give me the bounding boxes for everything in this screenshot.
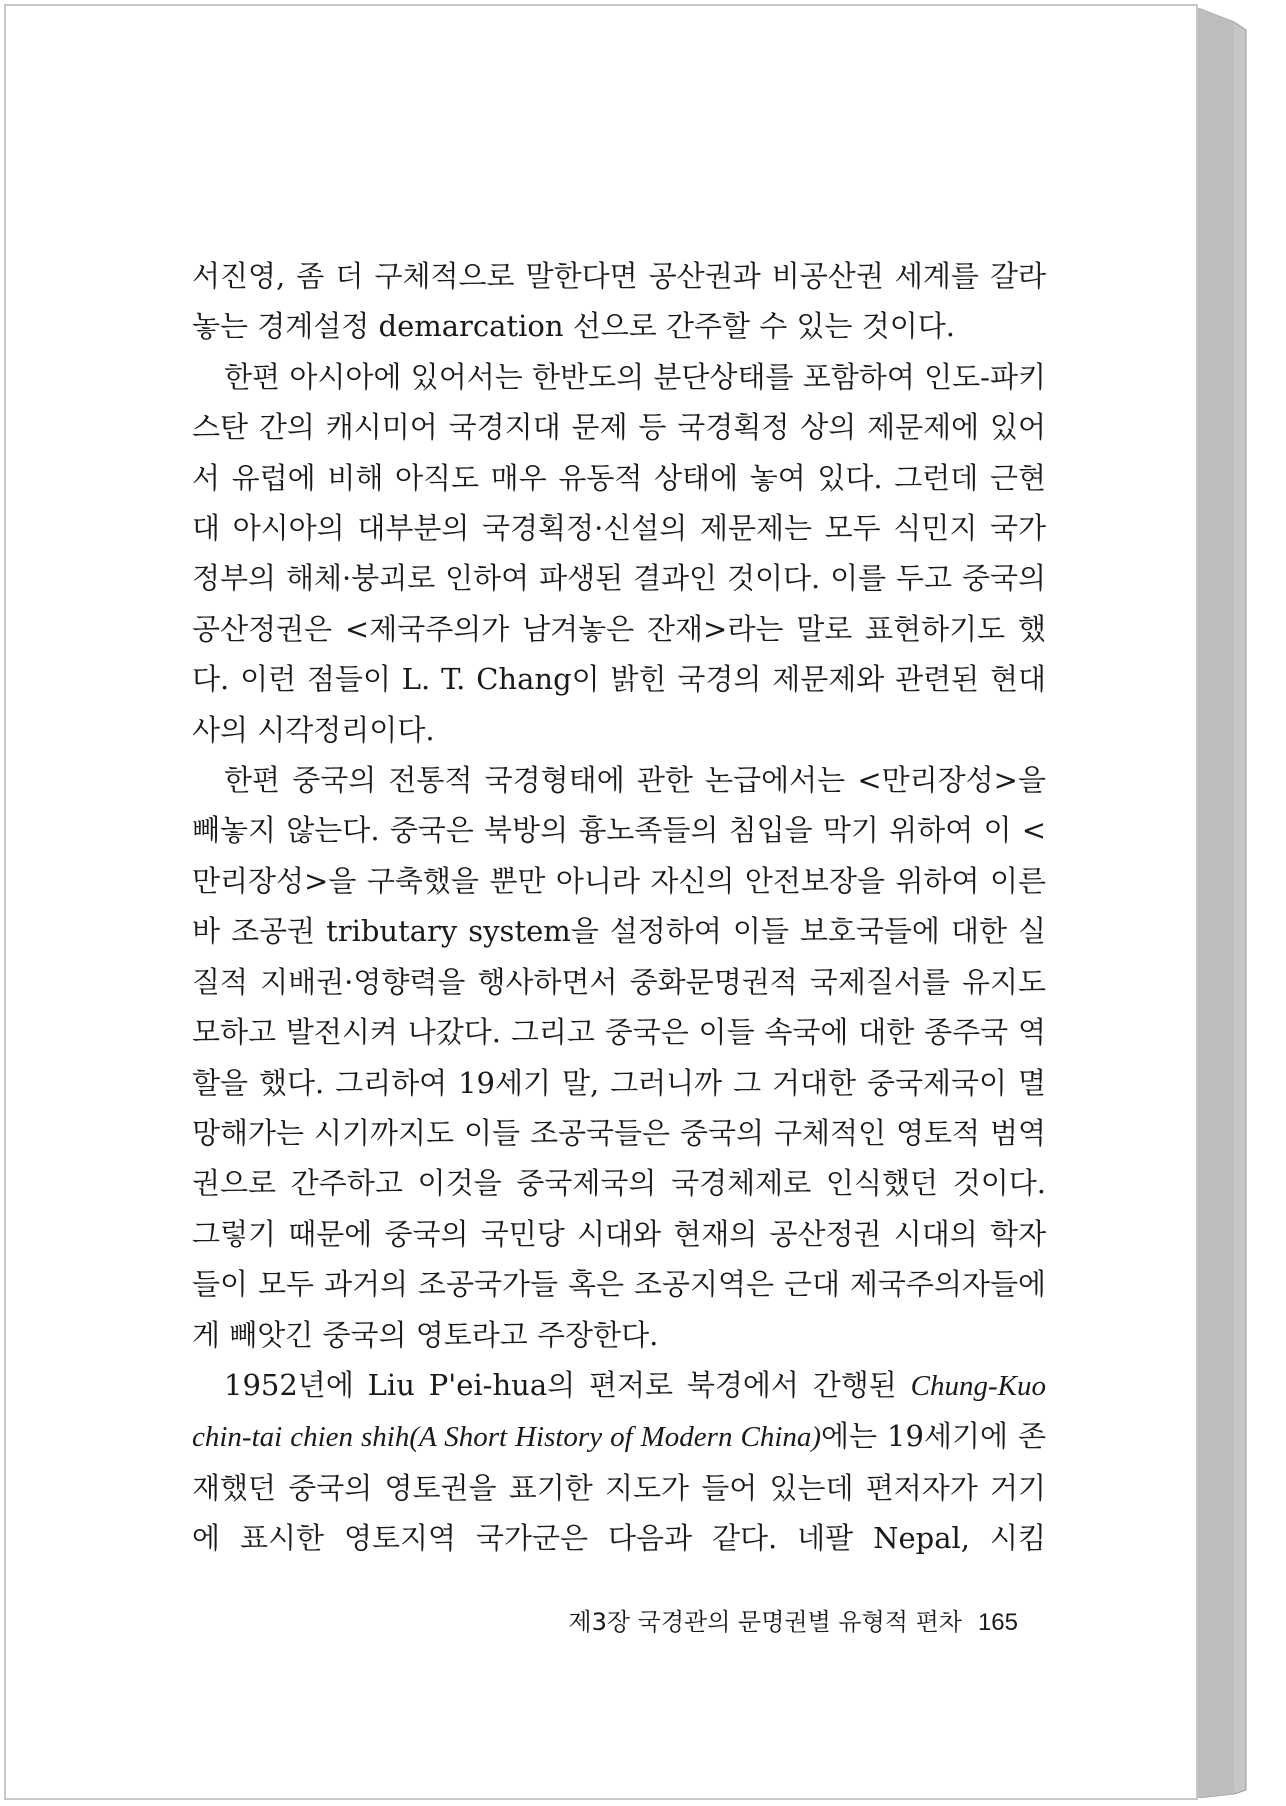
paragraph-4-lead: 1952년에 Liu P'ei-hua의 편저로 북경에서 간행된	[224, 1367, 911, 1402]
page-footer	[546, 1602, 1018, 1637]
paragraph-4	[192, 1360, 1046, 1564]
page-edge-shadow	[1198, 8, 1250, 1798]
running-head: 제3장 국경관의 문명권별 유형적 편차	[568, 1608, 962, 1636]
paragraph-1: 서진영, 좀 더 구체적으로 말한다면 공산권과 비공산권 세계를 갈라 놓는 경계설정 demarcation 선으로 간주할 수 있는 것이다.	[192, 259, 1046, 344]
book-title-italic: Chung-Kuo chin-tai chien shih(A Short History of Modern China)	[192, 1369, 1046, 1454]
page-sheet	[4, 4, 1198, 1800]
paragraph-2: 한편 아시아에 있어서는 한반도의 분단상태를 포함하여 인도-파키스탄 간의 캐시미어 국경지대 문제 등 국경획정 상의 제문제에 있어서 유럽에 비해 아직도 매우 유동적 상태에 놓여 있다. 그런데 근현대 아시아의 대부분의 국경획정·신설의 제문제는 모두 식민지 국가정부의 해체·붕괴로 인하여 파생된 결과인 것이다. 이를 두고 중국의 공산정권은 <제국주의가 남겨놓은 잔재>라는 말로 표현하기도 했다. 이런 점들이 L. T. Chang이 밝힌 국경의 제문제와 관련된 현대사의 시각정리이다.	[192, 359, 1046, 747]
page-body	[192, 251, 1046, 1564]
paragraph-4-rest: 에는 19세기에 존재했던 중국의 영토권을 표기한 지도가 들어 있는데 편저자가 거기에 표시한 영토지역 국가군은 다음과 같다. 네팔 Nepal, 시킴	[192, 1419, 1046, 1556]
paragraph-3: 한편 중국의 전통적 국경형태에 관한 논급에서는 <만리장성>을 빼놓지 않는다. 중국은 북방의 흉노족들의 침입을 막기 위하여 이 <만리장성>을 구축했을 뿐만 아니라 자신의 안전보장을 위하여 이른바 조공권 tributary system을 설정하여 이들 보호국들에 대한 실질적 지배권·영향력을 행사하면서 중화문명권적 국제질서를 유지도모하고 발전시켜 나갔다. 그리고 중국은 이들 속국에 대한 종주국 역할을 했다. 그리하여 19세기 말, 그러니까 그 거대한 중국제국이 멸망해가는 시기까지도 이들 조공국들은 중국의 구체적인 영토적 범역권으로 간주하고 이것을 중국제국의 국경체제로 인식했던 것이다. 그렇기 때문에 중국의 국민당 시대와 현재의 공산정권 시대의 학자들이 모두 과거의 조공국가들 혹은 조공지역은 근대 제국주의자들에게 빼앗긴 중국의 영토라고 주장한다.	[192, 763, 1046, 1352]
page-number: 165	[977, 1609, 1018, 1636]
